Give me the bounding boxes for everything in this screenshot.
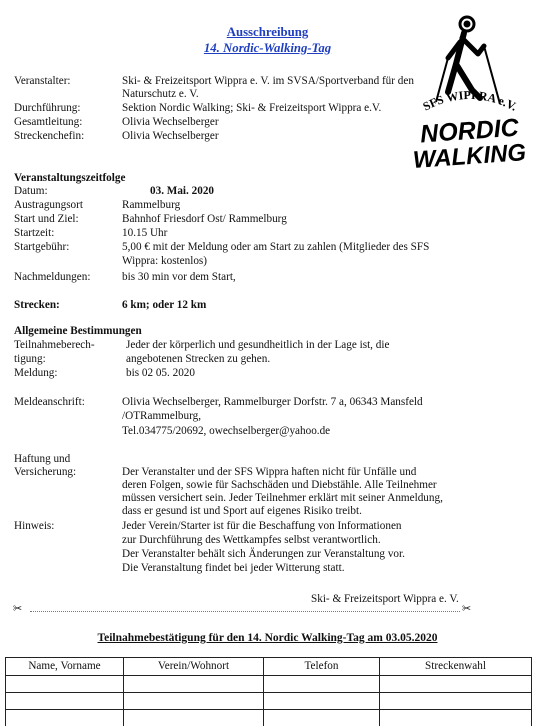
start-time-value: 10.15 Uhr (122, 227, 168, 239)
fee-label: Startgebühr: (14, 241, 70, 253)
table-row (6, 693, 532, 710)
fee-value-1: 5,00 € mit der Meldung oder am Start zu zahlen (Mitglieder des SFS (122, 241, 430, 253)
liability-value-1: Der Veranstalter und der SFS Wippra haften nicht für Unfälle und (122, 466, 417, 478)
registration-value: bis 02 05. 2020 (126, 367, 195, 379)
scissors-icon: ✂ (13, 602, 23, 615)
cut-line (30, 611, 460, 612)
table-row (6, 676, 532, 693)
location-label: Austragungsort (14, 199, 83, 211)
address-value-3: Tel.034775/20692, owechselberger@yahoo.de (122, 425, 331, 437)
execution-label: Durchführung: (14, 102, 81, 114)
eligibility-label-1: Teilnahmeberech- (14, 339, 95, 351)
column-header-phone: Telefon (264, 658, 380, 676)
logo-line1: NORDIC (419, 113, 520, 149)
course-chief-label: Streckenchefin: (14, 130, 85, 142)
page-subtitle: 14. Nordic-Walking-Tag (203, 41, 332, 55)
table-header-row (6, 658, 532, 676)
liability-value-4: dass er gesund ist und Sport auf eigenes Risiko treibt. (122, 505, 362, 517)
form-title: Teilnahmebestätigung für den 14. Nordic Walking-Tag am 03.05.2020 (97, 632, 438, 644)
eligibility-value-2: angebotenen Strecken zu gehen. (126, 353, 271, 365)
registration-form-table (5, 657, 532, 726)
note-value-1: Jeder Verein/Starter ist für die Beschaffung von Informationen (122, 520, 402, 532)
liability-label-1: Haftung und (14, 453, 71, 465)
registration-label: Meldung: (14, 367, 58, 379)
date-label: Datum: (14, 185, 48, 197)
address-value-1: Olivia Wechselberger, Rammelburger Dorfstr. 7 a, 06343 Mansfeld (122, 396, 423, 408)
organizer-label: Veranstalter: (14, 75, 71, 87)
page-title: Ausschreibung (226, 25, 309, 39)
logo-line2: WALKING (412, 139, 527, 174)
course-chief-value: Olivia Wechselberger (122, 130, 219, 142)
note-value-4: Die Veranstaltung findet bei jeder Witterung statt. (122, 562, 345, 574)
address-label: Meldeanschrift: (14, 396, 85, 408)
table-cell[interactable] (380, 710, 532, 726)
table-cell[interactable] (264, 693, 380, 710)
organizer-value-1: Ski- & Freizeitsport Wippra e. V. im SVSA/Sportverband für den (122, 75, 414, 87)
execution-value: Sektion Nordic Walking; Ski- & Freizeitsport Wippra e.V. (122, 102, 382, 114)
location-value: Rammelburg (122, 199, 181, 211)
table-cell[interactable] (264, 710, 380, 726)
nordic-walking-logo (404, 6, 534, 176)
fee-value-2: Wippra: kostenlos) (122, 255, 207, 267)
address-value-2: /OTRammelburg, (122, 410, 202, 422)
start-finish-value: Bahnhof Friesdorf Ost/ Rammelburg (122, 213, 287, 225)
organizer-value-2: Naturschutz e. V. (122, 88, 199, 100)
column-header-club: Verein/Wohnort (124, 658, 264, 676)
table-cell[interactable] (264, 676, 380, 693)
signature: Ski- & Freizeitsport Wippra e. V. (311, 593, 459, 605)
logo-arc-text: SFS WIPPRA e.V. (420, 87, 520, 114)
table-cell[interactable] (6, 710, 124, 726)
table-cell[interactable] (124, 676, 264, 693)
late-registration-value: bis 30 min vor dem Start, (122, 271, 236, 283)
table-cell[interactable] (380, 693, 532, 710)
table-cell[interactable] (6, 676, 124, 693)
general-heading: Allgemeine Bestimmungen (14, 325, 142, 337)
course-label: Strecken: (14, 299, 60, 311)
liability-label-2: Versicherung: (14, 466, 77, 478)
liability-value-2: deren Folgen, sowie für Sachschäden und Diebstähle. Alle Teilnehmer (122, 479, 437, 491)
eligibility-value-1: Jeder der körperlich und gesundheitlich in der Lage ist, die (126, 339, 390, 351)
schedule-heading: Veranstaltungszeitfolge (14, 172, 126, 184)
start-finish-label: Start und Ziel: (14, 213, 79, 225)
note-value-3: Der Veranstalter behält sich Änderungen zur Veranstaltung vor. (122, 548, 405, 560)
table-cell[interactable] (380, 676, 532, 693)
table-row (6, 710, 532, 726)
column-header-course: Streckenwahl (380, 658, 532, 676)
table-cell[interactable] (124, 710, 264, 726)
note-value-2: zur Durchführung des Wettkampfes selbst verantwortlich. (122, 534, 381, 546)
director-label: Gesamtleitung: (14, 116, 83, 128)
svg-text:SFS WIPPRA e.V. (420, 88, 519, 114)
course-value: 6 km; oder 12 km (122, 299, 207, 311)
date-value: 03. Mai. 2020 (150, 185, 215, 197)
column-header-name: Name, Vorname (6, 658, 124, 676)
liability-value-3: müssen versichert sein. Jeder Teilnehmer erklärt mit seiner Anmeldung, (122, 492, 443, 504)
late-registration-label: Nachmeldungen: (14, 271, 91, 283)
table-cell[interactable] (6, 693, 124, 710)
start-time-label: Startzeit: (14, 227, 55, 239)
note-label: Hinweis: (14, 520, 55, 532)
director-value: Olivia Wechselberger (122, 116, 219, 128)
scissors-icon: ✂ (462, 602, 472, 615)
eligibility-label-2: tigung: (14, 353, 46, 365)
table-cell[interactable] (124, 693, 264, 710)
